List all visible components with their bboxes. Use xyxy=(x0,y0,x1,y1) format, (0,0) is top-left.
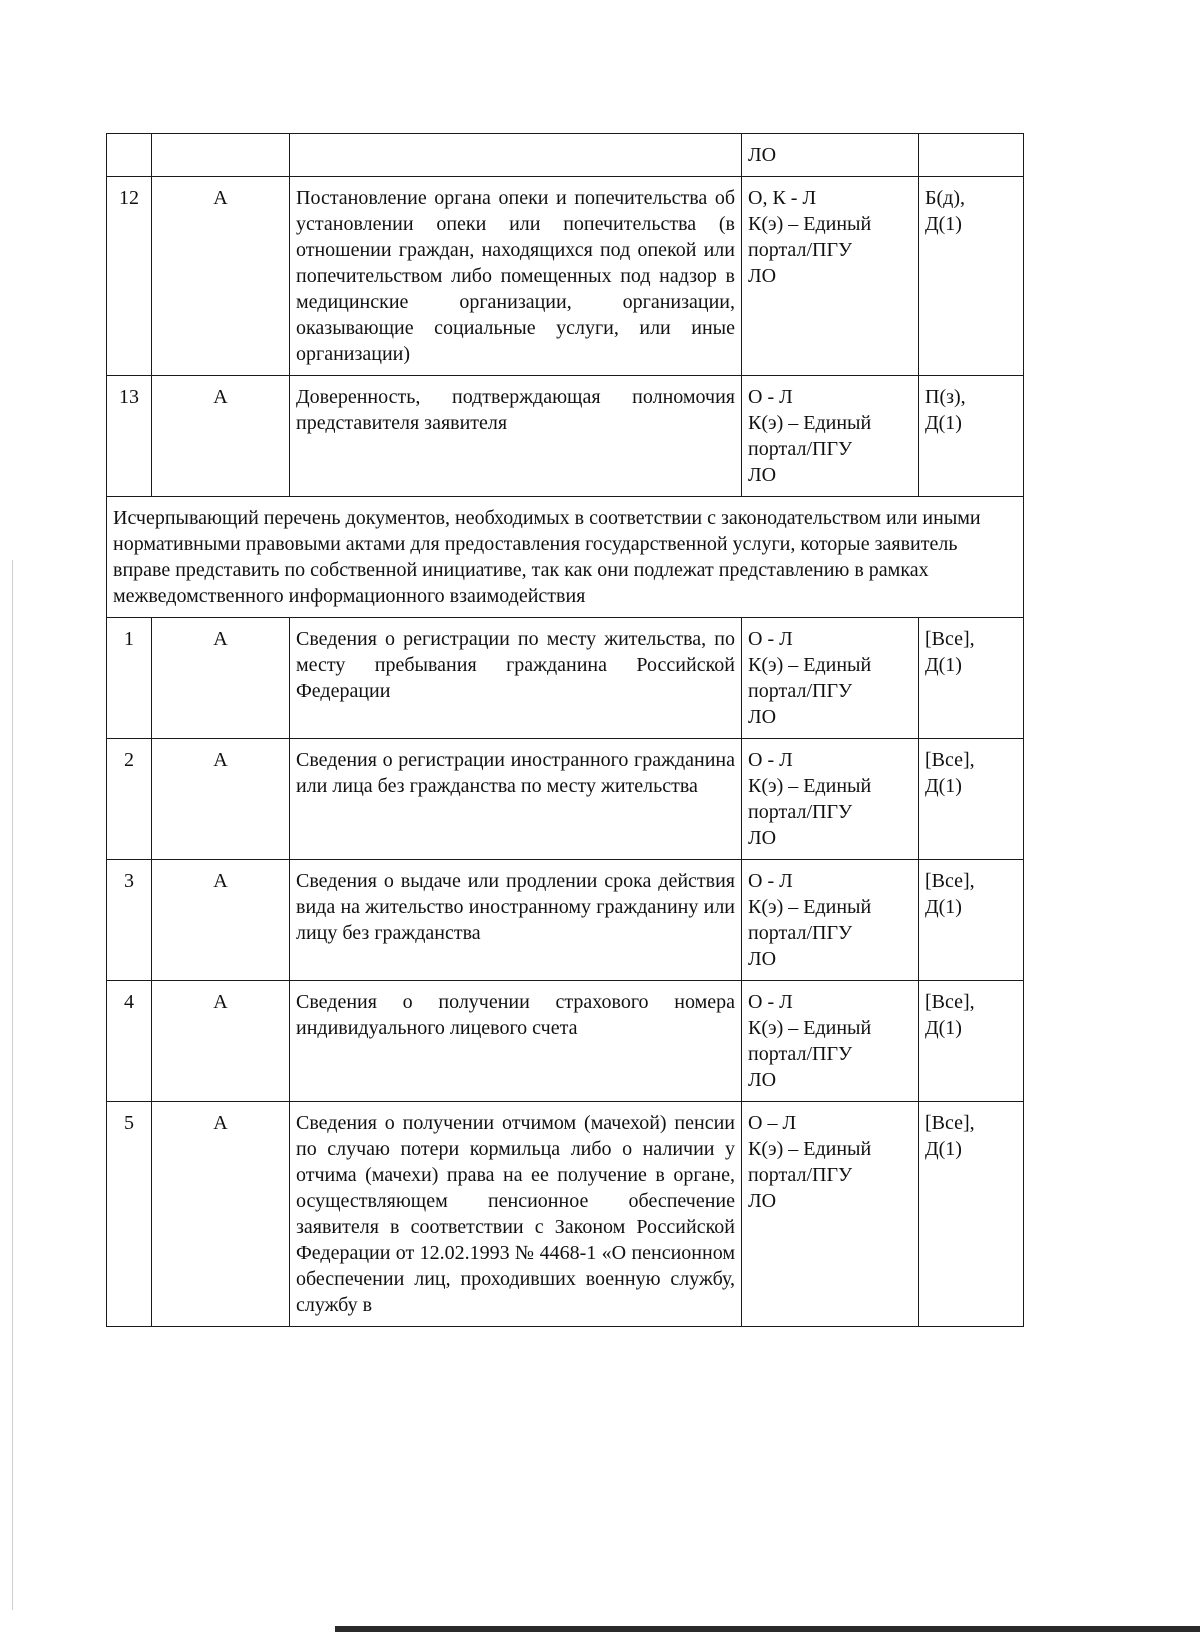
row-form xyxy=(742,860,919,981)
rule-line: [Все], xyxy=(925,749,975,771)
row-form xyxy=(742,134,919,177)
form-line: О - Л xyxy=(748,749,793,771)
form-line: ЛО xyxy=(748,464,777,486)
row-category xyxy=(152,134,290,177)
rule-line: Б(д), xyxy=(925,187,965,209)
row-number: 3 xyxy=(107,860,152,981)
row-rule xyxy=(919,134,1024,177)
form-line: О, К - Л xyxy=(748,187,817,209)
row-document: Сведения о регистрации по месту жительства, по месту пребывания гражданина Российской Федерации xyxy=(290,618,742,739)
form-line: портал/ПГУ xyxy=(748,922,853,944)
form-line: ЛО xyxy=(748,1069,777,1091)
form-line: К(э) – Единый xyxy=(748,896,872,918)
row-category: А xyxy=(152,618,290,739)
row-category: А xyxy=(152,739,290,860)
section-row xyxy=(107,497,1024,618)
form-line: О - Л xyxy=(748,628,793,650)
row-form xyxy=(742,376,919,497)
rule-line: Д(1) xyxy=(925,775,962,797)
form-line: ЛО xyxy=(748,706,777,728)
scan-bottom-edge xyxy=(335,1626,1200,1632)
row-document: Сведения о выдаче или продлении срока действия вида на жительство иностранному гражданину или лицу без гражданства xyxy=(290,860,742,981)
row-form xyxy=(742,981,919,1102)
row-category: А xyxy=(152,376,290,497)
row-category: А xyxy=(152,177,290,376)
row-number: 1 xyxy=(107,618,152,739)
row-rule xyxy=(919,618,1024,739)
rule-line: Д(1) xyxy=(925,412,962,434)
rule-line: Д(1) xyxy=(925,1138,962,1160)
row-document: Сведения о получении отчимом (мачехой) пенсии по случаю потери кормильца либо о наличии у отчима (мачехи) права на ее получение в органе, осуществляющем пенсионное обеспечение заявителя в соответствии с Законом Российской Федерации от 12.02.1993 № 4468-1 «О пенсионном обеспечении лиц, проходивших военную службу, службу в xyxy=(290,1102,742,1327)
row-rule xyxy=(919,739,1024,860)
form-line: ЛО xyxy=(748,827,777,849)
row-document: Постановление органа опеки и попечительства об установлении опеки или попечительства (в отношении граждан, находящихся под опекой или попечительством либо помещенных под надзор в медицинские организации, организации, оказывающие социальные услуги, или иные организации) xyxy=(290,177,742,376)
row-number: 13 xyxy=(107,376,152,497)
table-row xyxy=(107,1102,1024,1327)
form-line: О - Л xyxy=(748,386,793,408)
row-number: 4 xyxy=(107,981,152,1102)
form-line: К(э) – Единый xyxy=(748,1138,872,1160)
row-category: А xyxy=(152,1102,290,1327)
row-rule xyxy=(919,177,1024,376)
documents-table xyxy=(106,133,1024,1327)
table-row xyxy=(107,134,1024,177)
form-line: портал/ПГУ xyxy=(748,680,853,702)
row-form xyxy=(742,739,919,860)
row-number: 2 xyxy=(107,739,152,860)
row-number: 12 xyxy=(107,177,152,376)
form-line: О – Л xyxy=(748,1112,797,1134)
row-form xyxy=(742,1102,919,1327)
table-row xyxy=(107,739,1024,860)
form-line: портал/ПГУ xyxy=(748,801,853,823)
scan-edge-mark xyxy=(12,560,13,1610)
row-rule xyxy=(919,376,1024,497)
rule-line: [Все], xyxy=(925,1112,975,1134)
row-category: А xyxy=(152,981,290,1102)
form-line: портал/ПГУ xyxy=(748,1043,853,1065)
row-number: 5 xyxy=(107,1102,152,1327)
row-form xyxy=(742,618,919,739)
rule-line: [Все], xyxy=(925,628,975,650)
form-line: К(э) – Единый xyxy=(748,412,872,434)
row-document: Доверенность, подтверждающая полномочия представителя заявителя xyxy=(290,376,742,497)
form-line: ЛО xyxy=(748,1190,777,1212)
row-category: А xyxy=(152,860,290,981)
form-line: ЛО xyxy=(748,948,777,970)
row-rule xyxy=(919,1102,1024,1327)
row-rule xyxy=(919,860,1024,981)
form-line: ЛО xyxy=(748,144,777,166)
rule-line: Д(1) xyxy=(925,654,962,676)
form-line: О - Л xyxy=(748,991,793,1013)
row-document xyxy=(290,134,742,177)
rule-line: Д(1) xyxy=(925,896,962,918)
form-line: портал/ПГУ xyxy=(748,1164,853,1186)
row-document: Сведения о регистрации иностранного гражданина или лица без гражданства по месту жительства xyxy=(290,739,742,860)
row-form xyxy=(742,177,919,376)
row-number xyxy=(107,134,152,177)
row-rule xyxy=(919,981,1024,1102)
rule-line: П(з), xyxy=(925,386,966,408)
form-line: К(э) – Единый xyxy=(748,213,872,235)
table-row xyxy=(107,376,1024,497)
rule-line: [Все], xyxy=(925,991,975,1013)
form-line: портал/ПГУ xyxy=(748,438,853,460)
form-line: ЛО xyxy=(748,265,777,287)
table-row xyxy=(107,177,1024,376)
section-title: Исчерпывающий перечень документов, необходимых в соответствии с законодательством или иными нормативными правовыми актами для предоставления государственной услуги, которые заявитель вправе представить по собственной инициативе, так как они подлежат представлению в рамках межведомственного информационного взаимодействия xyxy=(107,497,1024,618)
table-row xyxy=(107,981,1024,1102)
form-line: портал/ПГУ xyxy=(748,239,853,261)
form-line: О - Л xyxy=(748,870,793,892)
table-row xyxy=(107,618,1024,739)
row-document: Сведения о получении страхового номера индивидуального лицевого счета xyxy=(290,981,742,1102)
form-line: К(э) – Единый xyxy=(748,654,872,676)
rule-line: Д(1) xyxy=(925,213,962,235)
rule-line: Д(1) xyxy=(925,1017,962,1039)
rule-line: [Все], xyxy=(925,870,975,892)
form-line: К(э) – Единый xyxy=(748,1017,872,1039)
form-line: К(э) – Единый xyxy=(748,775,872,797)
table-row xyxy=(107,860,1024,981)
